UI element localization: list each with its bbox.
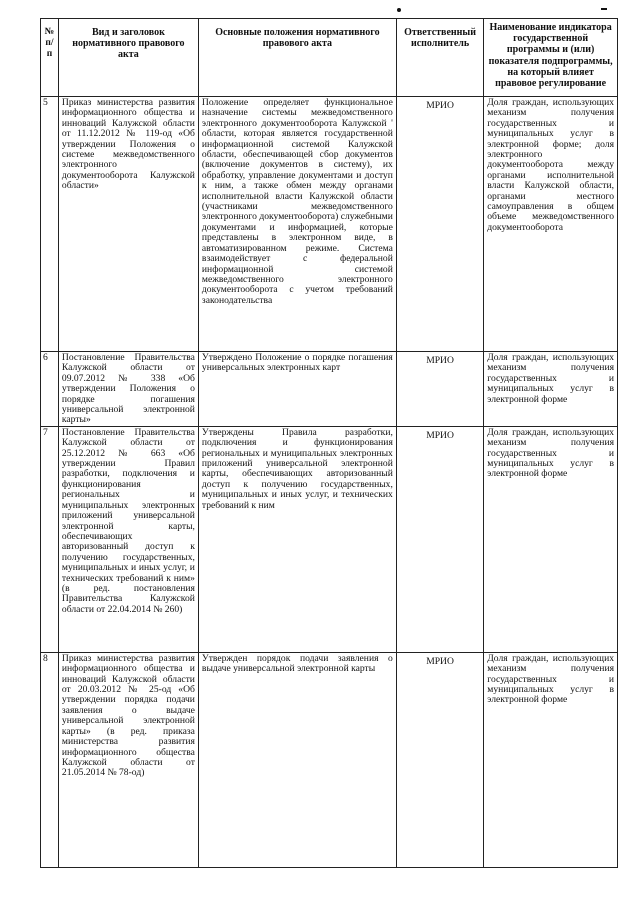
act-title: Постановление Правительства Калужской области от 25.12.2012 № 663 «Об утверждении Правил разработки, подключения и функционирования региональных и муниципальных электронных приложений универсальной электронной карты, обеспечивающих авторизованный доступ к получению государственных, муниципальных и иных услуг, и технических требований к ним» (в ред. постановления Правительства Калужской области от 22.04.2014 № 260) [58, 426, 198, 652]
header-act: Вид и заголовок нормативного правового акта [58, 19, 198, 97]
table-row [41, 426, 618, 652]
scan-speck [397, 8, 401, 12]
row-number: 5 [41, 97, 59, 352]
table-row [41, 352, 618, 427]
responsible-executor: МРИО [396, 352, 483, 427]
table-header-row [41, 19, 618, 97]
table-row [41, 97, 618, 352]
act-provisions: Положение определяет функциональное назначение системы межведомственного электронного документооборота Калужской ' области, которая является государственной информационной системой Калужской области, обеспечивающей сбор документов (включение документов в систему), их обработку, управление документами и доступ к ним, а также обмен между органами исполнительной власти Калужской области (участниками межведомственного электронного документооборота) служебными документами и информацией, которые представлены в электронном виде, в автоматизированном режиме. Система взаимодействует с федеральной информационной системой межведомственного электронного документооборота с учетом требований законодательства [198, 97, 396, 352]
row-number: 6 [41, 352, 59, 427]
header-num: № п/ п [41, 19, 59, 97]
indicator-name: Доля граждан, использующих механизм получения государственных и муниципальных услуг в электронной форме [484, 426, 618, 652]
indicator-name: Доля граждан, использующих механизм получения государственных и муниципальных услуг в электронной форме; доля электронного документооборота между органами исполнительной власти Калужской области, органами местного самоуправления в общем объеме межведомственного документооборота [484, 97, 618, 352]
indicator-name: Доля граждан, использующих механизм получения государственных и муниципальных услуг в электронной форме [484, 352, 618, 427]
table-row [41, 652, 618, 867]
row-number: 7 [41, 426, 59, 652]
normative-acts-table [40, 18, 618, 868]
act-title: Постановление Правительства Калужской области от 09.07.2012 № 338 «Об утверждении Положения о порядке погашения универсальной электронной карты» [58, 352, 198, 427]
header-resp: Ответственный исполнитель [396, 19, 483, 97]
act-provisions: Утверждены Правила разработки, подключения и функционирования региональных и муниципальных электронных приложений универсальной электронной карты, обеспечивающих авторизованный доступ к получению государственных, муниципальных и иных услуг, и технических требований к ним [198, 426, 396, 652]
row-number: 8 [41, 652, 59, 867]
responsible-executor: МРИО [396, 97, 483, 352]
act-title: Приказ министерства развития информационного общества и инноваций Калужской области от 11.12.2012 № 119-од «Об утверждении Положения о системе межведомственного электронного документооборота Калужской области» [58, 97, 198, 352]
responsible-executor: МРИО [396, 426, 483, 652]
act-title: Приказ министерства развития информационного общества и инноваций Калужской области от 20.03.2012 № 25-од «Об утверждении порядка подачи заявления о выдаче универсальной электронной карты» (в ред. приказа министерства развития информационного общества Калужской области от 21.05.2014 № 78-од) [58, 652, 198, 867]
scan-speck [601, 8, 607, 10]
header-body: Основные положения нормативного правового акта [198, 19, 396, 97]
responsible-executor: МРИО [396, 652, 483, 867]
indicator-name: Доля граждан, использующих механизм получения государственных и муниципальных услуг в электронной форме [484, 652, 618, 867]
act-provisions: Утверждено Положение о порядке погашения универсальных электронных карт [198, 352, 396, 427]
header-indicator: Наименование индикатора государственной программы и (или) показателя подпрограммы, на который влияет правовое регулирование [484, 19, 618, 97]
act-provisions: Утвержден порядок подачи заявления о выдаче универсальной электронной карты [198, 652, 396, 867]
